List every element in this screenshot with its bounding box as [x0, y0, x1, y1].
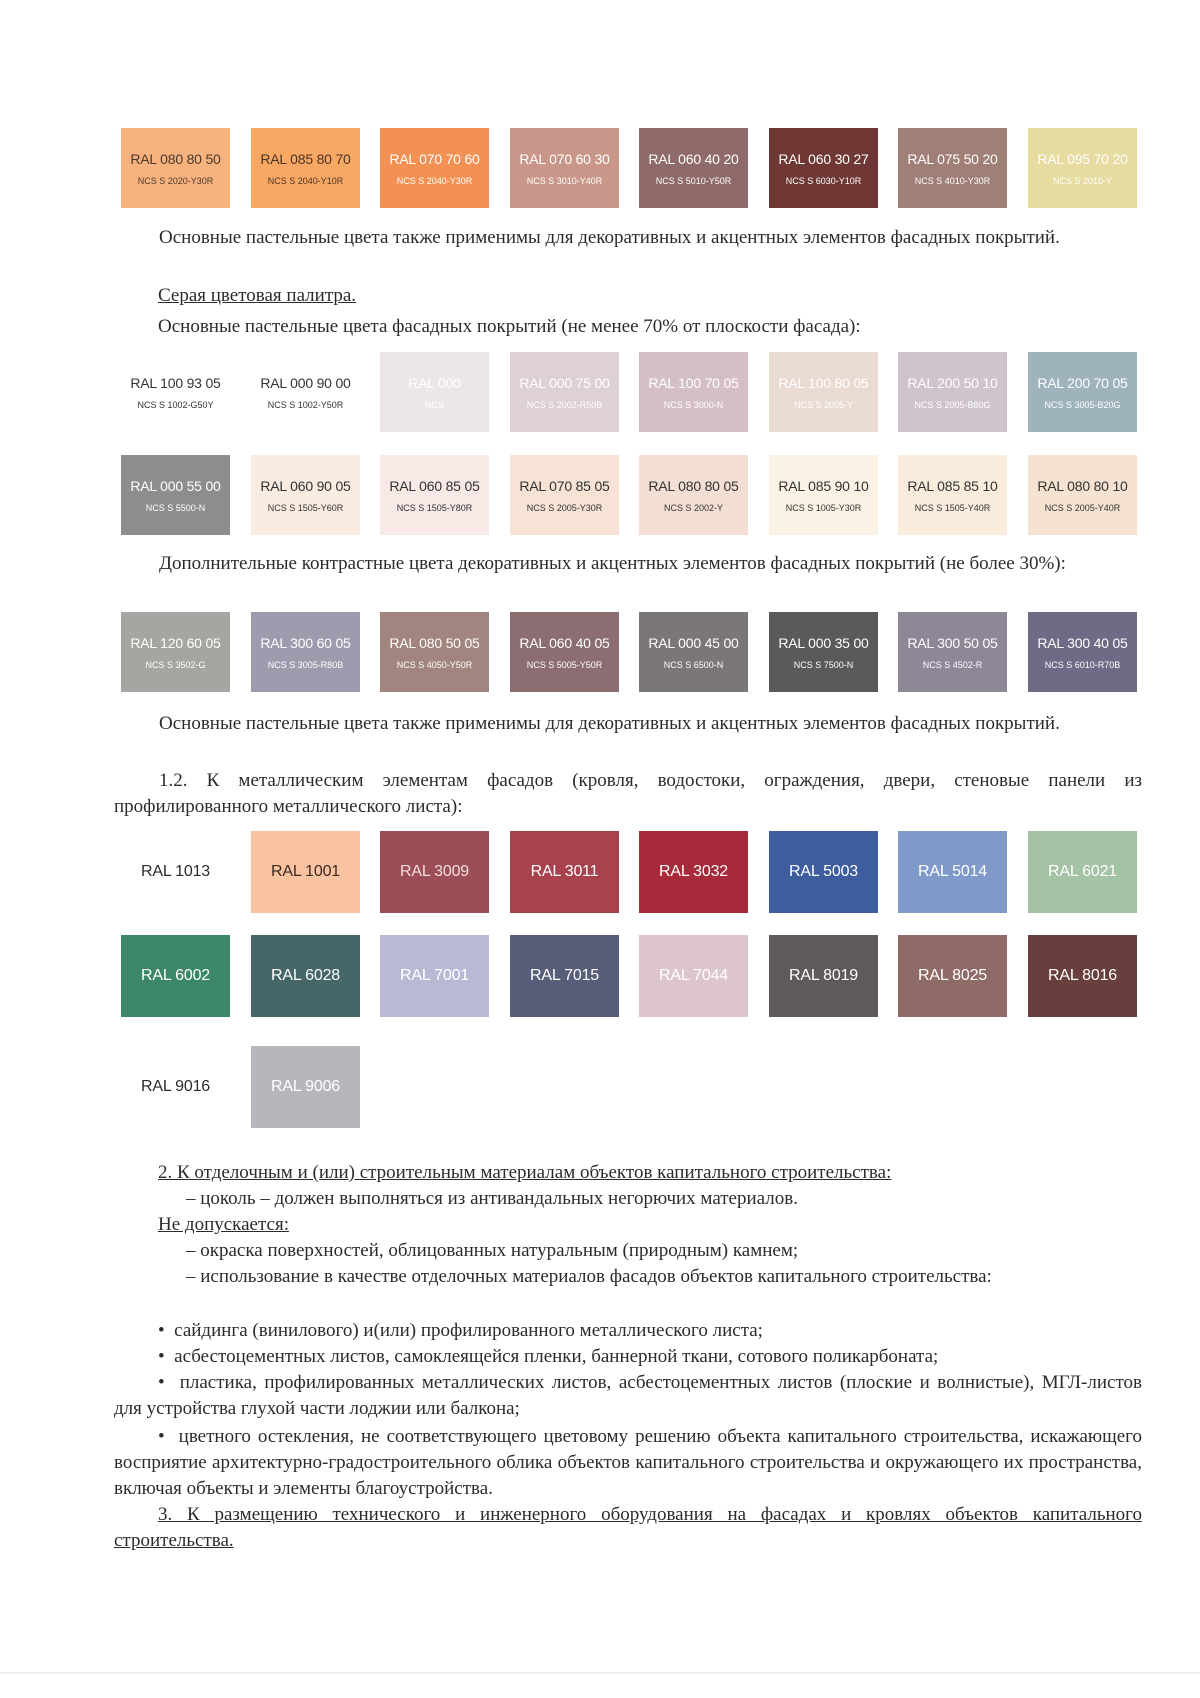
- swatch-ncs-code: NCS S 1002-Y50R: [267, 399, 344, 410]
- swatch-ncs-code: NCS S 1505-Y40R: [914, 502, 991, 513]
- swatch-ral-code: RAL 3009: [400, 863, 469, 880]
- swatch-ral-code: RAL 300 40 05: [1037, 634, 1128, 651]
- color-swatch: [121, 1046, 230, 1128]
- swatch-ncs-code: NCS S 2040-Y10R: [267, 175, 344, 186]
- swatch-ncs-code: NCS S 1505-Y60R: [267, 502, 344, 513]
- color-swatch: [121, 831, 230, 913]
- swatch-ral-code: RAL 200 50 10: [907, 374, 998, 391]
- bullet-item-2: • асбестоцементных листов, самоклеящейся пленки, баннерной ткани, сотового поликарбоната;: [158, 1346, 939, 1367]
- swatch-ral-code: RAL 070 70 60: [389, 150, 480, 167]
- color-swatch: [898, 352, 1007, 432]
- swatch-ral-code: RAL 6002: [141, 967, 210, 984]
- swatch-ral-code: RAL 000 90 00: [260, 374, 351, 391]
- color-swatch: [251, 935, 360, 1017]
- gray-main-intro: Основные пастельные цвета фасадных покрытий (не менее 70% от плоскости фасада):: [158, 316, 861, 337]
- swatch-ral-code: RAL 085 80 70: [260, 150, 351, 167]
- contrast-intro: Дополнительные контрастные цвета декоративных и акцентных элементов фасадных покрытий (не более 30%):: [159, 553, 1066, 574]
- color-swatch: [510, 612, 619, 692]
- scan-edge-line: [0, 1672, 1200, 1674]
- bullet-item-4: • цветного остекления, не соответствующего цветовому решению объекта капитального строительства, искажающего восприятие архитектурно-градостроительного облика объектов капитального строительства и окружающего их пространства, включая объекты и элементы благоустройства.: [114, 1426, 1142, 1499]
- swatch-ral-code: RAL 000 55 00: [130, 477, 221, 494]
- color-swatch: [898, 831, 1007, 913]
- swatch-ral-code: RAL 060 40 05: [519, 634, 610, 651]
- color-swatch: [510, 128, 619, 208]
- color-swatch: [639, 935, 748, 1017]
- swatch-ral-code: RAL 1013: [141, 863, 210, 880]
- color-swatch: [639, 128, 748, 208]
- color-swatch: [380, 935, 489, 1017]
- color-swatch: [898, 935, 1007, 1017]
- swatch-ral-code: RAL 080 80 10: [1037, 477, 1128, 494]
- color-swatch: [251, 455, 360, 535]
- swatch-ncs-code: NCS S 2005-Y40R: [1044, 502, 1121, 513]
- swatch-ncs-code: NCS S 3010-Y40R: [526, 175, 603, 186]
- color-swatch: [251, 612, 360, 692]
- bullet-icon: •: [158, 1320, 175, 1341]
- swatch-ral-code: RAL 6028: [271, 967, 340, 984]
- swatch-ral-code: RAL 000 75 00: [519, 374, 610, 391]
- swatch-ncs-code: NCS S 2020-Y30R: [137, 175, 214, 186]
- section2-dash-1: – окраска поверхностей, облицованных натуральным (природным) камнем;: [186, 1240, 799, 1261]
- color-swatch: [380, 352, 489, 432]
- color-swatch: [1028, 455, 1137, 535]
- swatch-ncs-code: NCS S 6030-Y10R: [785, 175, 862, 186]
- color-swatch: [898, 128, 1007, 208]
- swatch-ncs-code: NCS S 3000-N: [663, 399, 724, 410]
- swatch-ral-code: RAL 100 80 05: [778, 374, 869, 391]
- swatch-ral-code: RAL 7044: [659, 967, 728, 984]
- swatch-ncs-code: NCS S 4502-R: [922, 659, 983, 670]
- swatch-ral-code: RAL 1001: [271, 863, 340, 880]
- swatch-ral-code: RAL 5014: [918, 863, 987, 880]
- swatch-ral-code: RAL 000 45 00: [648, 634, 739, 651]
- color-swatch: [251, 831, 360, 913]
- swatch-ral-code: RAL 200 70 05: [1037, 374, 1128, 391]
- swatch-ral-code: RAL 060 90 05: [260, 477, 351, 494]
- color-swatch: [769, 831, 878, 913]
- swatch-ral-code: RAL 080 80 50: [130, 150, 221, 167]
- swatch-ncs-code: NCS S 3005-R80B: [267, 659, 344, 670]
- swatch-ncs-code: NCS S 2005-B80G: [914, 399, 991, 410]
- swatch-ncs-code: NCS S 5005-Y50R: [526, 659, 603, 670]
- swatch-ncs-code: NCS S 2040-Y30R: [396, 175, 473, 186]
- color-swatch: [121, 352, 230, 432]
- color-swatch: [769, 455, 878, 535]
- color-swatch: [380, 612, 489, 692]
- color-swatch: [1028, 612, 1137, 692]
- swatch-ral-code: RAL 8019: [789, 967, 858, 984]
- metal-intro: 1.2. К металлическим элементам фасадов (кровля, водостоки, ограждения, двери, стеновые панели из профилированного металлического листа):: [114, 770, 1142, 817]
- swatch-ral-code: RAL 300 60 05: [260, 634, 351, 651]
- pastel-note-2: Основные пастельные цвета также применимы для декоративных и акцентных элементов фасадных покрытий.: [159, 713, 1060, 734]
- swatch-ral-code: RAL 060 85 05: [389, 477, 480, 494]
- color-swatch: [510, 935, 619, 1017]
- color-swatch: [1028, 128, 1137, 208]
- swatch-ncs-code: NCS S 5010-Y50R: [655, 175, 732, 186]
- bullet-icon: •: [158, 1346, 175, 1367]
- swatch-ral-code: RAL 5003: [789, 863, 858, 880]
- swatch-ncs-code: NCS S 5500-N: [145, 502, 206, 513]
- color-swatch: [769, 612, 878, 692]
- bullet-icon: •: [158, 1372, 180, 1393]
- swatch-ral-code: RAL 7015: [530, 967, 599, 984]
- swatch-ncs-code: NCS S 1002-G50Y: [137, 399, 214, 410]
- swatch-ral-code: RAL 060 30 27: [778, 150, 869, 167]
- color-swatch: [121, 455, 230, 535]
- color-swatch: [1028, 935, 1137, 1017]
- color-swatch: [639, 455, 748, 535]
- section2-heading: 2. К отделочным и (или) строительным материалам объектов капитального строительства:: [158, 1162, 892, 1183]
- color-swatch: [121, 935, 230, 1017]
- color-swatch: [510, 352, 619, 432]
- swatch-ral-code: RAL 080 80 05: [648, 477, 739, 494]
- swatch-ncs-code: NCS S 4010-Y30R: [914, 175, 991, 186]
- swatch-ncs-code: NCS S 6500-N: [663, 659, 724, 670]
- color-swatch: [251, 1046, 360, 1128]
- color-swatch: [251, 352, 360, 432]
- color-swatch: [510, 455, 619, 535]
- color-swatch: [380, 128, 489, 208]
- swatch-ncs-code: NCS S 7500-N: [793, 659, 854, 670]
- bullet-icon: •: [158, 1426, 179, 1447]
- swatch-ral-code: RAL 000 35 00: [778, 634, 869, 651]
- swatch-ral-code: RAL 070 85 05: [519, 477, 610, 494]
- swatch-ral-code: RAL 8025: [918, 967, 987, 984]
- swatch-ncs-code: NCS S 2002-R50B: [526, 399, 603, 410]
- swatch-ral-code: RAL 070 60 30: [519, 150, 610, 167]
- color-swatch: [1028, 831, 1137, 913]
- swatch-ncs-code: NCS S 6010-R70B: [1044, 659, 1121, 670]
- swatch-ncs-code: NCS S 4050-Y50R: [396, 659, 473, 670]
- color-swatch: [639, 352, 748, 432]
- swatch-ral-code: RAL 7001: [400, 967, 469, 984]
- swatch-ral-code: RAL 3032: [659, 863, 728, 880]
- color-swatch: [769, 352, 878, 432]
- swatch-ral-code: RAL 085 90 10: [778, 477, 869, 494]
- swatch-ral-code: RAL 9016: [141, 1078, 210, 1095]
- swatch-ncs-code: NCS: [424, 399, 444, 410]
- section3-heading: 3. К размещению технического и инженерного оборудования на фасадах и кровлях объектов капитального строительства.: [114, 1504, 1142, 1551]
- swatch-ncs-code: NCS S 2005-Y30R: [526, 502, 603, 513]
- swatch-ral-code: RAL 9006: [271, 1078, 340, 1095]
- swatch-ral-code: RAL 120 60 05: [130, 634, 221, 651]
- swatch-ral-code: RAL 080 50 05: [389, 634, 480, 651]
- swatch-ncs-code: NCS S 2010-Y: [1052, 175, 1113, 186]
- swatch-ral-code: RAL 060 40 20: [648, 150, 739, 167]
- color-swatch: [380, 455, 489, 535]
- swatch-ncs-code: NCS S 3502-G: [145, 659, 206, 670]
- swatch-ral-code: RAL 075 50 20: [907, 150, 998, 167]
- swatch-ral-code: RAL 000: [408, 374, 461, 391]
- swatch-ral-code: RAL 085 85 10: [907, 477, 998, 494]
- swatch-ral-code: RAL 8016: [1048, 967, 1117, 984]
- swatch-ncs-code: NCS S 3005-B20G: [1044, 399, 1121, 410]
- swatch-ral-code: RAL 095 70 20: [1037, 150, 1128, 167]
- color-swatch: [639, 831, 748, 913]
- swatch-ncs-code: NCS S 2005-Y: [793, 399, 854, 410]
- swatch-ncs-code: NCS S 2002-Y: [663, 502, 724, 513]
- swatch-ral-code: RAL 3011: [530, 863, 599, 880]
- color-swatch: [121, 612, 230, 692]
- gray-palette-heading: Серая цветовая палитра.: [158, 285, 357, 306]
- pastel-note-1: Основные пастельные цвета также применимы для декоративных и акцентных элементов фасадных покрытий.: [159, 227, 1060, 248]
- bullet-item-3: • пластика, профилированных металлических листов, асбестоцементных листов (плоские и волнистые), МГЛ-листов для устройства глухой части лоджии или балкона;: [114, 1372, 1142, 1419]
- color-swatch: [769, 935, 878, 1017]
- section2-plinth: – цоколь – должен выполняться из антивандальных негорючих материалов.: [186, 1188, 798, 1209]
- swatch-ncs-code: NCS S 1505-Y80R: [396, 502, 473, 513]
- swatch-ncs-code: NCS S 1005-Y30R: [785, 502, 862, 513]
- color-swatch: [898, 455, 1007, 535]
- bullet-item-1: • сайдинга (винилового) и(или) профилированного металлического листа;: [158, 1320, 763, 1341]
- color-swatch: [510, 831, 619, 913]
- swatch-ral-code: RAL 100 93 05: [130, 374, 221, 391]
- swatch-ral-code: RAL 100 70 05: [648, 374, 739, 391]
- color-swatch: [639, 612, 748, 692]
- color-swatch: [380, 831, 489, 913]
- color-swatch: [769, 128, 878, 208]
- color-swatch: [1028, 352, 1137, 432]
- swatch-ral-code: RAL 6021: [1048, 863, 1117, 880]
- color-swatch: [121, 128, 230, 208]
- color-swatch: [898, 612, 1007, 692]
- color-swatch: [251, 128, 360, 208]
- section2-not-allowed: Не допускается:: [158, 1214, 289, 1235]
- swatch-ral-code: RAL 300 50 05: [907, 634, 998, 651]
- section2-dash-2: – использование в качестве отделочных материалов фасадов объектов капитального строительства:: [186, 1266, 992, 1287]
